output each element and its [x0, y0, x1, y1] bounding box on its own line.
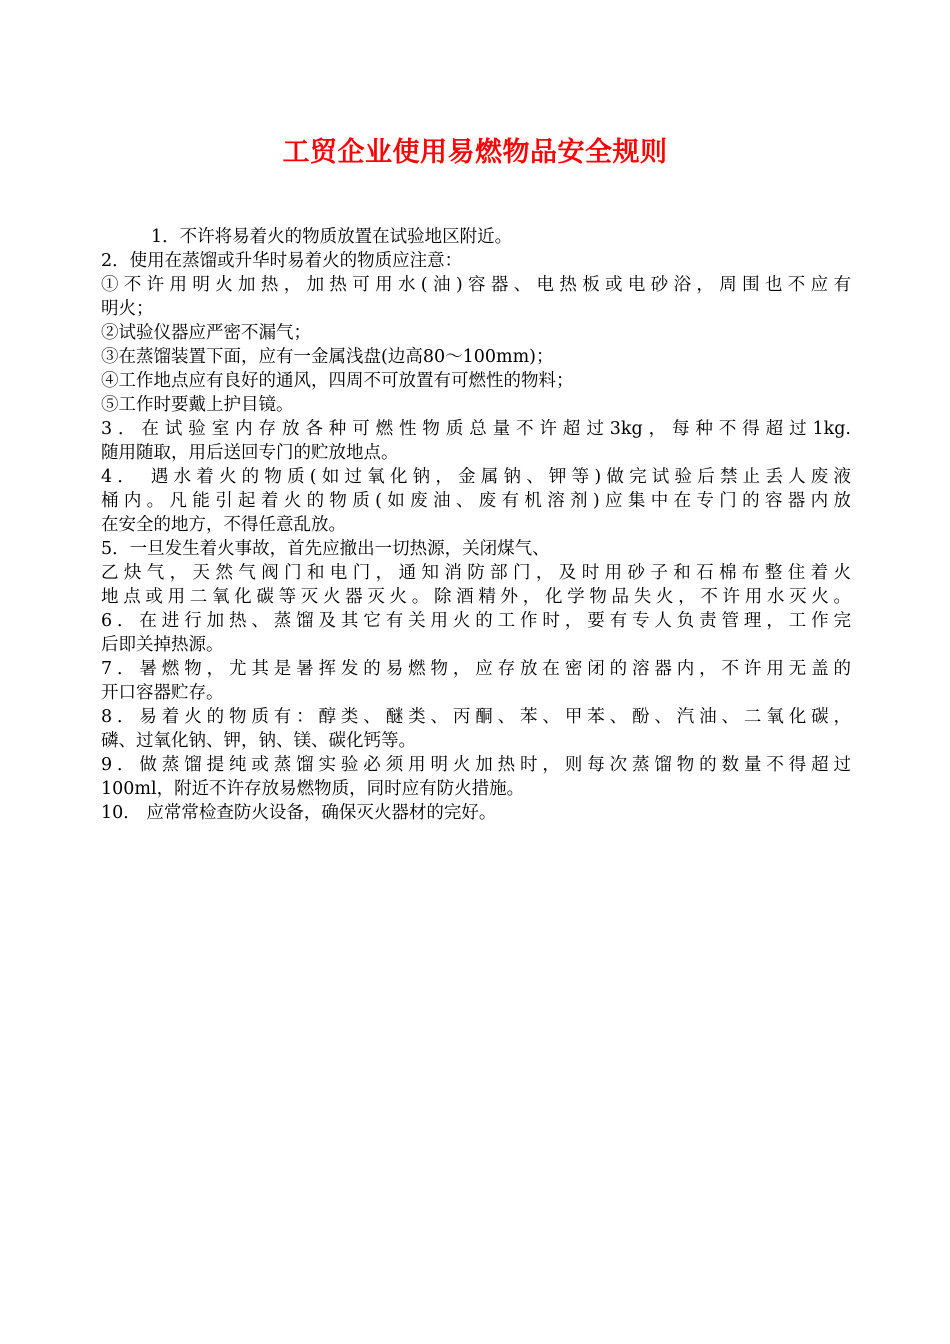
rule-5-line-2: 乙炔气，天然气阀门和电门，通知消防部门，及时用砂子和石棉布整住着火	[101, 563, 851, 583]
rule-7-line-2: 开口容器贮存。	[101, 683, 224, 703]
rule-1-line-1: 1．不许将易着火的物质放置在试验地区附近。	[151, 227, 513, 247]
rule-10-line-1: 10． 应常常检查防火设备，确保灭火器材的完好。	[101, 803, 497, 823]
rule-5-line-3: 地点或用二氧化碳等灭火器灭火。除酒精外，化学物品失火，不许用水灭火。	[101, 587, 851, 607]
rule-9-line-1: 9．做蒸馏提纯或蒸馏实验必须用明火加热时，则每次蒸馏物的数量不得超过	[101, 755, 851, 775]
rule-5-line-1: 5．一旦发生着火事故，首先应撤出一切热源，关闭煤气、	[101, 539, 550, 559]
rule-9-line-2: 100ml，附近不许存放易燃物质，同时应有防火措施。	[101, 779, 525, 799]
rule-8-line-2: 磷、过氧化钠、钾，钠、镁、碳化钙等。	[101, 731, 416, 751]
rule-2-item-4-line-1: ④工作地点应有良好的通风，四周不可放置有可燃性的物料；	[101, 371, 574, 391]
rule-8-line-1: 8．易着火的物质有：醇类、醚类、丙酮、苯、甲苯、酚、汽油、二氧化碳，	[101, 707, 851, 727]
rule-6-line-2: 后即关掉热源。	[101, 635, 224, 655]
document-title: 工贸企业使用易燃物品安全规则	[282, 137, 668, 168]
rule-6-line-1: 6．在进行加热、蒸馏及其它有关用火的工作时，要有专人负责管理，工作完	[101, 611, 851, 631]
rule-2-item-2-line-1: ②试验仪器应严密不漏气；	[101, 323, 311, 343]
rule-2-item-1-line-2: 明火；	[101, 299, 154, 319]
document-body	[101, 225, 851, 825]
rule-7-line-1: 7．暑燃物，尤其是暑挥发的易燃物，应存放在密闭的溶器内，不许用无盖的	[101, 659, 851, 679]
rule-4-line-2: 桶内。凡能引起着火的物质(如废油、废有机溶剂)应集中在专门的容器内放	[101, 491, 851, 511]
rule-2-item-1-line-1: ①不许用明火加热，加热可用水(油)容器、电热板或电砂浴，周围也不应有	[101, 275, 851, 295]
rule-3-line-2: 随用随取，用后送回专门的贮放地点。	[101, 443, 399, 463]
rule-2-item-3-line-1: ③在蒸馏装置下面，应有一金属浅盘(边高80～100mm)；	[101, 347, 554, 367]
rule-2-line-1: 2．使用在蒸馏或升华时易着火的物质应注意：	[101, 251, 463, 271]
rule-4-line-3: 在安全的地方，不得任意乱放。	[101, 515, 346, 535]
rule-4-line-1: 4． 遇水着火的物质(如过氧化钠，金属钠、钾等)做完试验后禁止丢人废液	[101, 467, 851, 487]
rule-3-line-1: 3．在试验室内存放各种可燃性物质总量不许超过3kg，每种不得超过1kg.	[101, 419, 851, 439]
rule-2-item-5-line-1: ⑤工作时要戴上护目镜。	[101, 395, 294, 415]
